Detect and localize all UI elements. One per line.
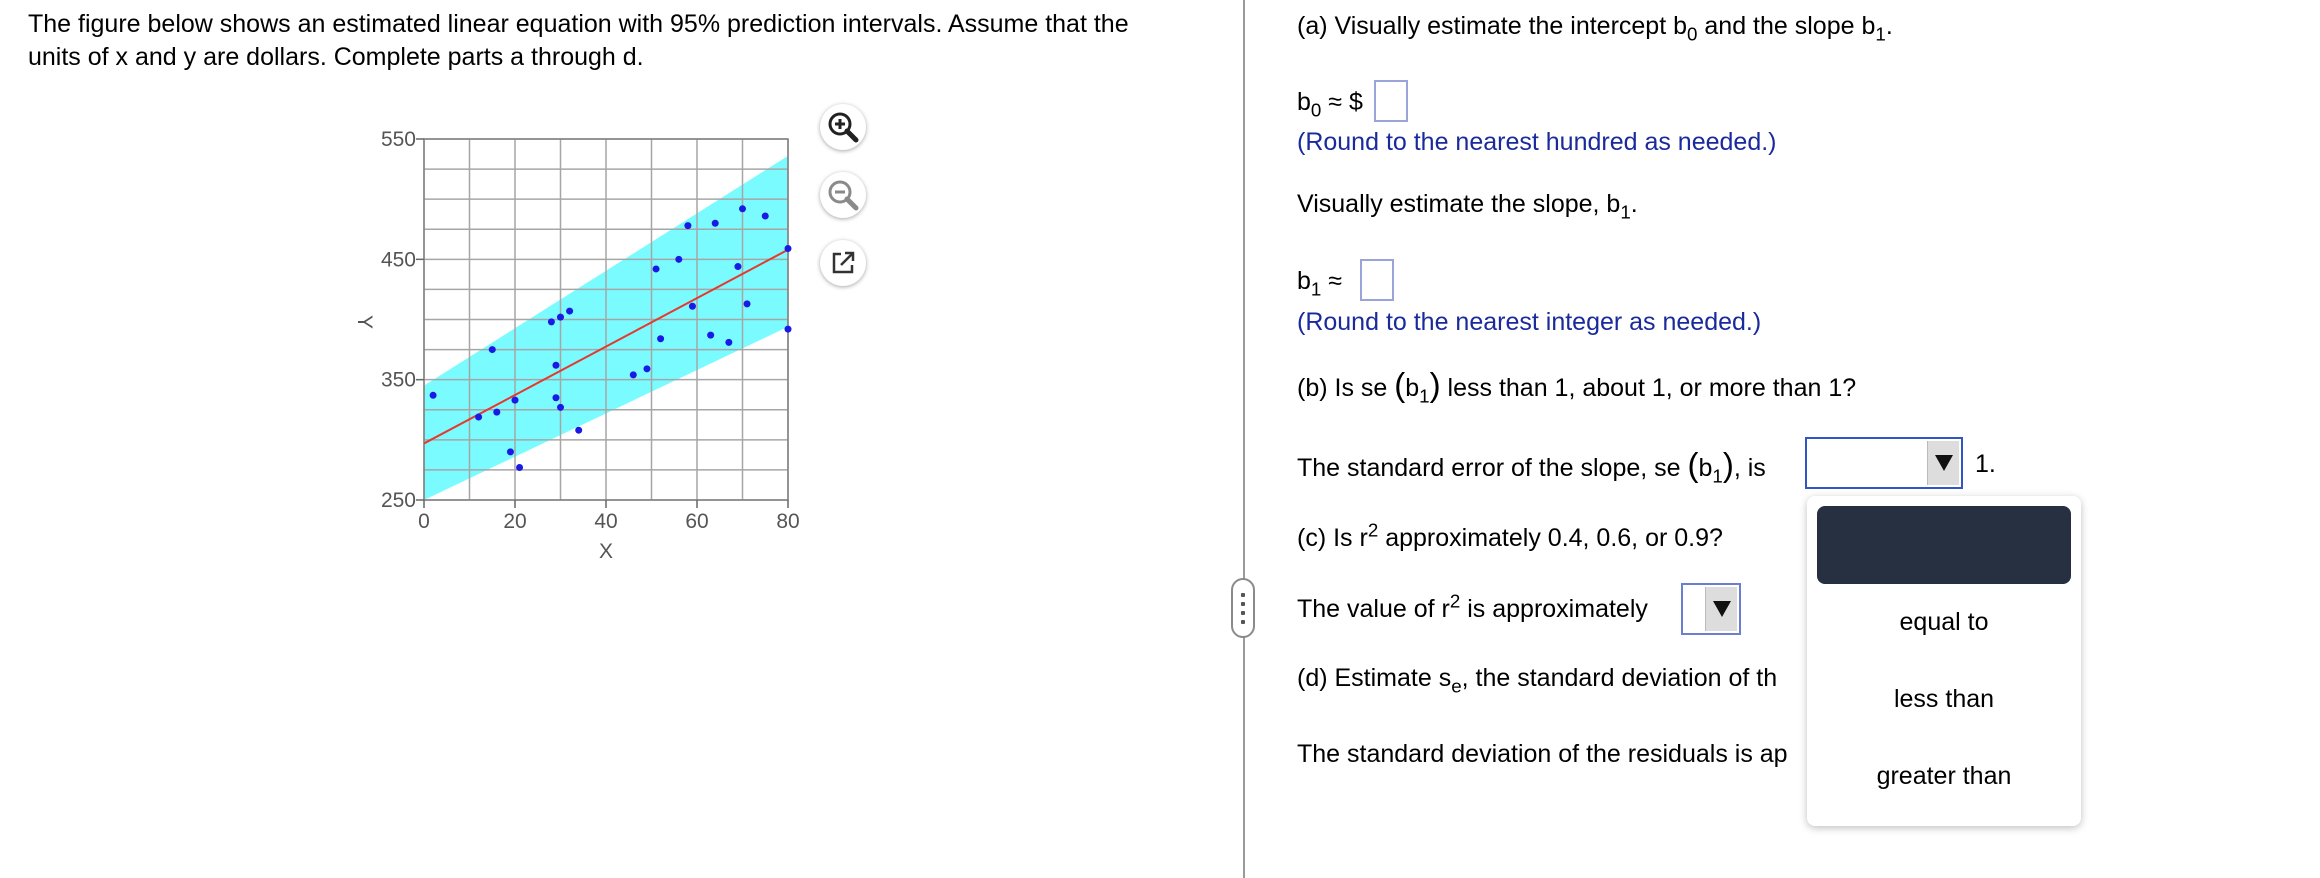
slope-prompt: Visually estimate the slope, $b_1$. [1297,190,1638,223]
b0-row: $b_0$ ≈ $ [1297,88,1363,121]
data-point [430,392,437,399]
intro-text [28,8,1129,74]
grip-dot [1241,611,1245,615]
se-comparison-select[interactable] [1805,437,1963,489]
data-point [557,404,564,411]
data-point [548,318,555,325]
r2-value-select[interactable] [1681,583,1741,635]
popout-button[interactable] [820,240,866,286]
residuals-statement: The standard deviation of the residuals is ap [1297,740,1788,768]
b1-hint: (Round to the nearest integer as needed.) [1297,308,1762,336]
x-tick-label: 0 [418,510,430,533]
data-point [557,314,564,321]
data-point [744,300,751,307]
pane-divider [1243,0,1245,878]
part-d-question: (d) Estimate $s_e$, the standard deviation of th [1297,664,1778,697]
scatter-chart [330,110,830,560]
part-a-question: (a) Visually estimate the intercept $b_0$ and the slope $b_1$. [1297,12,1893,45]
dropdown-option-greater-than[interactable]: greater than [1876,762,2012,790]
zoom-in-button[interactable] [820,104,866,150]
grip-dot [1241,602,1245,606]
x-tick-label: 60 [685,510,709,533]
data-point [657,335,664,342]
data-point [552,362,559,369]
chevron-down-icon[interactable] [1927,441,1959,485]
x-tick-label: 80 [776,510,800,533]
data-point [785,245,792,252]
data-point [653,265,660,272]
se-suffix: 1. [1975,450,1996,478]
x-tick-label: 40 [594,510,618,533]
data-point [493,409,500,416]
y-tick-label: 450 [380,248,416,272]
b0-hint: (Round to the nearest hundred as needed.) [1297,128,1777,156]
intro-line-1: The figure below shows an estimated linear equation with 95% prediction intervals. Assume that the [28,10,1129,38]
x-tick-label: 20 [503,510,527,533]
zoom-out-button[interactable] [820,172,866,218]
data-point [675,256,682,263]
data-point [684,222,691,229]
r2-statement: The value of $r^2$ is approximately [1297,590,1648,623]
dropdown-option-blank[interactable] [1817,506,2071,584]
data-point [512,397,519,404]
data-point [630,371,637,378]
pane-splitter-handle[interactable] [1231,578,1255,638]
y-tick-label: 550 [380,128,416,151]
popout-icon [827,247,859,279]
part-c-question: (c) Is $r^2$ approximately 0.4, 0.6, or 0.9? [1297,519,1723,552]
data-point [489,346,496,353]
data-point [725,339,732,346]
dropdown-option-equal-to[interactable]: equal to [1899,608,1989,636]
data-point [507,448,514,455]
dropdown-option-less-than[interactable]: less than [1893,685,1995,713]
data-point [739,205,746,212]
grip-dot [1241,620,1245,624]
se-statement: The standard error of the slope, se $(b_1)$, is [1297,446,1766,487]
data-point [566,308,573,315]
data-point [643,365,650,372]
grip-dot [1241,593,1245,597]
y-tick-label: 250 [380,489,416,512]
intro-line-2: units of x and y are dollars. Complete parts a through d. [28,43,644,71]
x-axis-label: X [598,540,614,560]
zoom-in-icon [825,109,861,145]
data-point [689,303,696,310]
b1-input[interactable] [1360,259,1394,301]
b0-input[interactable] [1374,80,1408,122]
zoom-out-icon [825,177,861,213]
y-axis-label: Y [353,314,376,330]
data-point [707,332,714,339]
data-point [734,263,741,270]
data-point [475,413,482,420]
part-b-question: (b) Is se $(b_1)$ less than 1, about 1, or more than 1? [1297,366,1857,407]
data-point [575,427,582,434]
y-tick-label: 350 [380,368,416,392]
data-point [785,326,792,333]
chevron-down-icon[interactable] [1705,587,1737,631]
data-point [762,213,769,220]
b1-row: $b_1$ ≈ [1297,267,1343,300]
data-point [552,394,559,401]
data-point [712,220,719,227]
data-point [516,464,523,471]
